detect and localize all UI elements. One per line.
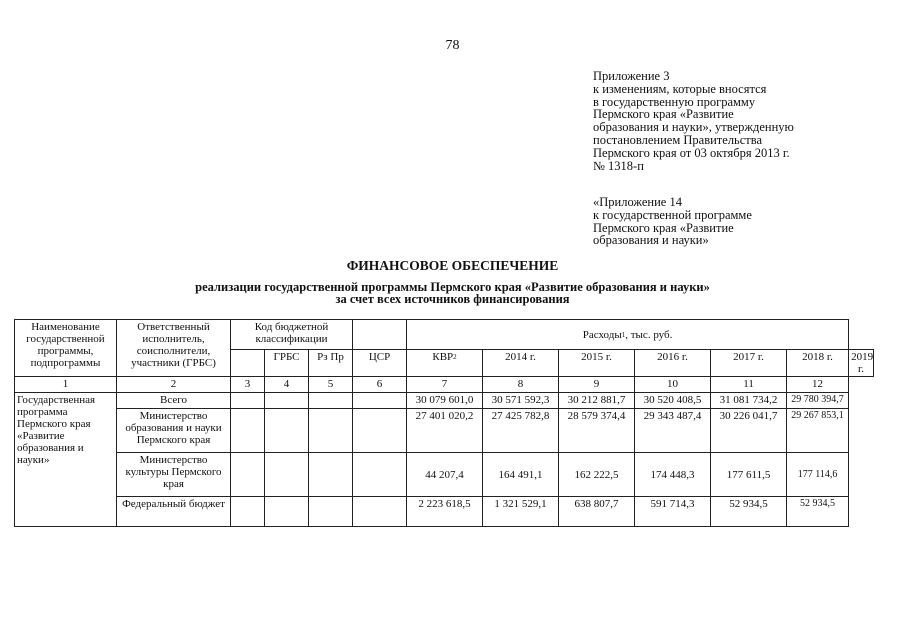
value-cell: 1 321 529,1 bbox=[483, 497, 559, 527]
header-year: 2017 г. bbox=[711, 350, 787, 377]
value-cell: 2 223 618,5 bbox=[407, 497, 483, 527]
column-number: 7 bbox=[407, 377, 483, 393]
empty-cell bbox=[353, 497, 407, 527]
column-number: 2 bbox=[117, 377, 231, 393]
header-year: 2015 г. bbox=[559, 350, 635, 377]
appendix-3-line: Пермского края «Развитие bbox=[593, 107, 734, 122]
header-name: Наименование государственной программы, подпрограммы bbox=[15, 320, 117, 377]
executor-cell: Всего bbox=[117, 393, 231, 409]
footnote-2: 2 bbox=[453, 353, 457, 361]
value-cell: 591 714,3 bbox=[635, 497, 711, 527]
page-number: 78 bbox=[445, 38, 460, 53]
header-budget-code: Код бюджетной классификации bbox=[231, 320, 353, 350]
table-row bbox=[15, 453, 874, 497]
appendix-3-line: постановлением Правительства bbox=[593, 132, 763, 147]
value-cell: 30 571 592,3 bbox=[483, 393, 559, 409]
appendix-14-block bbox=[593, 196, 752, 247]
empty-cell bbox=[231, 497, 265, 527]
header-year: 2014 г. bbox=[483, 350, 559, 377]
value-cell: 29 267 853,1 bbox=[787, 409, 849, 453]
table-row bbox=[15, 497, 874, 527]
header-grbs: ГРБС bbox=[265, 350, 309, 377]
table-row bbox=[15, 409, 874, 453]
empty-cell bbox=[265, 453, 309, 497]
value-cell: 177 611,5 bbox=[711, 453, 787, 497]
value-cell: 52 934,5 bbox=[711, 497, 787, 527]
column-number: 12 bbox=[787, 377, 849, 393]
appendix-3-line: Приложение 3 bbox=[593, 69, 670, 83]
header-year: 2018 г. bbox=[787, 350, 849, 377]
column-number: 3 bbox=[231, 377, 265, 393]
executor-cell: Федеральный бюджет bbox=[117, 497, 231, 527]
footnote-1: 1 bbox=[621, 330, 626, 339]
empty-cell bbox=[231, 453, 265, 497]
document-subtitle-2: за счет всех источников финансирования bbox=[335, 292, 570, 306]
empty-cell bbox=[231, 409, 265, 453]
column-number-row bbox=[15, 377, 874, 393]
appendix-14-line: к государственной программе bbox=[593, 207, 752, 222]
column-number: 6 bbox=[353, 377, 407, 393]
empty-cell bbox=[309, 409, 353, 453]
column-number: 9 bbox=[559, 377, 635, 393]
header-kvr bbox=[407, 350, 483, 377]
value-cell: 29 343 487,4 bbox=[635, 409, 711, 453]
empty-cell bbox=[353, 409, 407, 453]
empty-cell bbox=[353, 393, 407, 409]
empty-cell bbox=[309, 453, 353, 497]
value-cell: 30 226 041,7 bbox=[711, 409, 787, 453]
appendix-3-line: образования и науки», утвержденную bbox=[593, 120, 794, 135]
appendix-3-line: № 1318-п bbox=[593, 158, 644, 173]
value-cell: 27 425 782,8 bbox=[483, 409, 559, 453]
empty-cell bbox=[265, 409, 309, 453]
appendix-3-line: в государственную программу bbox=[593, 94, 756, 109]
appendix-14-line: Пермского края «Развитие bbox=[593, 220, 734, 235]
value-cell: 30 520 408,5 bbox=[635, 393, 711, 409]
column-number: 5 bbox=[309, 377, 353, 393]
column-number: 10 bbox=[635, 377, 711, 393]
empty-cell bbox=[265, 497, 309, 527]
column-number: 11 bbox=[711, 377, 787, 393]
appendix-3-line: Пермского края от 03 октября 2013 г. bbox=[593, 145, 790, 160]
value-cell: 177 114,6 bbox=[787, 453, 849, 497]
header-year: 2019 г. bbox=[849, 350, 874, 377]
executor-cell: Министерство образования и науки Пермского края bbox=[117, 409, 231, 453]
empty-cell bbox=[309, 497, 353, 527]
appendix-3-block bbox=[593, 70, 794, 172]
appendix-3-line: к изменениям, которые вносятся bbox=[593, 81, 767, 96]
header-rzpr: Рз Пр bbox=[309, 350, 353, 377]
value-cell: 31 081 734,2 bbox=[711, 393, 787, 409]
header-csr: ЦСР bbox=[353, 350, 407, 377]
empty-cell bbox=[231, 393, 265, 409]
appendix-14-line: «Приложение 14 bbox=[593, 195, 682, 209]
header-empty bbox=[353, 320, 407, 350]
value-cell: 52 934,5 bbox=[787, 497, 849, 527]
value-cell: 28 579 374,4 bbox=[559, 409, 635, 453]
value-cell: 44 207,4 bbox=[407, 453, 483, 497]
value-cell: 164 491,1 bbox=[483, 453, 559, 497]
value-cell: 30 212 881,7 bbox=[559, 393, 635, 409]
value-cell: 638 807,7 bbox=[559, 497, 635, 527]
empty-cell bbox=[309, 393, 353, 409]
document-title: ФИНАНСОВОЕ ОБЕСПЕЧЕНИЕ bbox=[346, 258, 559, 273]
value-cell: 29 780 394,7 bbox=[787, 393, 849, 409]
column-number: 8 bbox=[483, 377, 559, 393]
value-cell: 162 222,5 bbox=[559, 453, 635, 497]
header-expenses-label: Расходы bbox=[582, 328, 622, 341]
value-cell: 30 079 601,0 bbox=[407, 393, 483, 409]
document-subtitle: реализации государственной программы Пермского края «Развитие образования и науки» bbox=[195, 280, 710, 294]
program-name-cell: Государственная программа Пермского края «Развитие образования и науки» bbox=[15, 393, 117, 527]
header-executor: Ответственный исполнитель, соисполнители, участники (ГРБС) bbox=[117, 320, 231, 377]
header-blank bbox=[231, 350, 265, 377]
empty-cell bbox=[353, 453, 407, 497]
financing-table bbox=[14, 319, 874, 527]
empty-cell bbox=[265, 393, 309, 409]
column-number: 1 bbox=[15, 377, 117, 393]
value-cell: 174 448,3 bbox=[635, 453, 711, 497]
header-expenses bbox=[407, 320, 849, 350]
header-expenses-unit: , тыс. руб. bbox=[625, 328, 673, 341]
executor-cell: Министерство культуры Пермского края bbox=[117, 453, 231, 497]
header-year: 2016 г. bbox=[635, 350, 711, 377]
column-number: 4 bbox=[265, 377, 309, 393]
header-kvr-label: КВР bbox=[432, 351, 454, 363]
table-row bbox=[15, 393, 874, 409]
value-cell: 27 401 020,2 bbox=[407, 409, 483, 453]
appendix-14-line: образования и науки» bbox=[593, 233, 709, 248]
header-row-1 bbox=[15, 320, 874, 350]
